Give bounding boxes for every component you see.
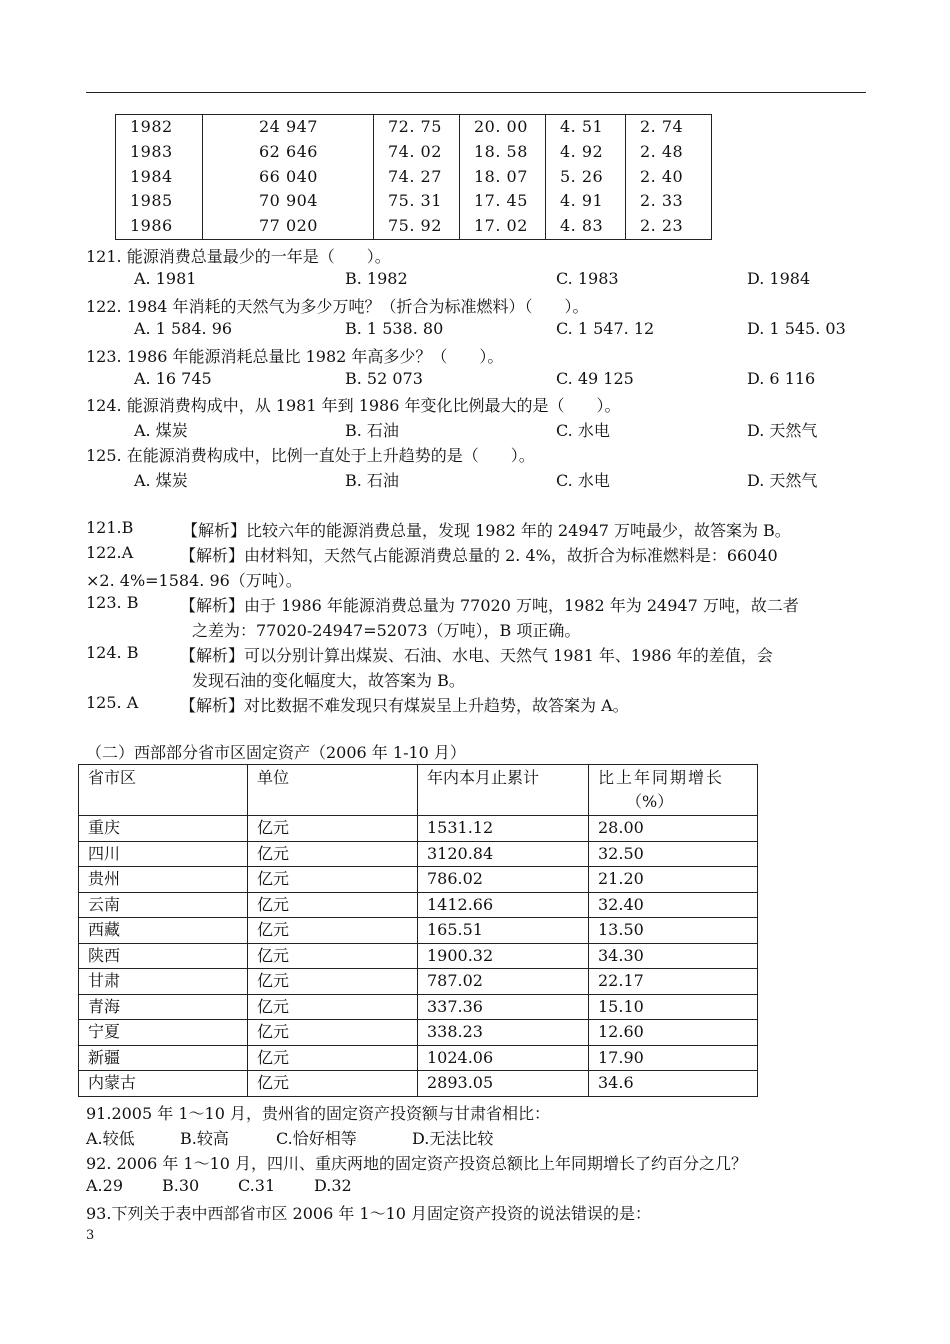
table-cell: 2. 48 bbox=[626, 140, 712, 165]
header-rule bbox=[86, 92, 866, 93]
table-cell: 1531.12 bbox=[418, 816, 589, 842]
table-cell: 1986 bbox=[116, 214, 203, 239]
answer-number: 122.A bbox=[86, 543, 134, 562]
table-cell: 5. 26 bbox=[546, 165, 626, 190]
table-cell: 重庆 bbox=[79, 816, 248, 842]
table-cell: 75. 31 bbox=[374, 189, 460, 214]
table-cell: 4. 91 bbox=[546, 189, 626, 214]
table-row bbox=[79, 943, 758, 969]
question-option: A. 16 745 bbox=[134, 368, 212, 388]
question-option: C. 1983 bbox=[556, 269, 619, 288]
option-b: B.较高 bbox=[180, 1129, 229, 1148]
table-cell: 24 947 bbox=[203, 115, 374, 140]
table-cell: 4. 92 bbox=[546, 140, 626, 165]
table-cell: 18. 07 bbox=[460, 165, 546, 190]
table-cell: 陕西 bbox=[79, 943, 248, 969]
table-cell: 1985 bbox=[116, 189, 203, 214]
table-cell: 15.10 bbox=[589, 994, 758, 1020]
table-cell: 亿元 bbox=[248, 1071, 418, 1097]
table-cell: 新疆 bbox=[79, 1045, 248, 1071]
table-cell: 亿元 bbox=[248, 918, 418, 944]
table-cell: 甘肃 bbox=[79, 969, 248, 995]
header-cumulative: 年内本月止累计 bbox=[418, 765, 589, 816]
question-option: C. 水电 bbox=[556, 421, 610, 441]
table-cell: 亿元 bbox=[248, 867, 418, 893]
table-cell: 内蒙古 bbox=[79, 1071, 248, 1097]
table-row bbox=[79, 867, 758, 893]
fixed-assets-table bbox=[78, 764, 758, 1097]
table-cell: 宁夏 bbox=[79, 1020, 248, 1046]
table-row bbox=[79, 994, 758, 1020]
table-cell: 28.00 bbox=[589, 816, 758, 842]
table-cell: 2. 74 bbox=[626, 115, 712, 140]
table-cell: 75. 92 bbox=[374, 214, 460, 239]
table-cell: 亿元 bbox=[248, 816, 418, 842]
table-cell: 70 904 bbox=[203, 189, 374, 214]
question-stem: 123. 1986 年能源消耗总量比 1982 年高多少？（ ）。 bbox=[86, 346, 504, 366]
table-cell: 34.6 bbox=[589, 1071, 758, 1097]
question-option: B. 石油 bbox=[345, 471, 399, 491]
table-cell: 亿元 bbox=[248, 943, 418, 969]
table-row bbox=[79, 841, 758, 867]
answer-explanation: 【解析】由于 1986 年能源消费总量为 77020 万吨，1982 年为 24947 万吨，故二者 bbox=[180, 596, 799, 615]
answer-number: 121.B bbox=[86, 518, 134, 537]
table-cell: 18. 58 bbox=[460, 140, 546, 165]
table-cell: 786.02 bbox=[418, 867, 589, 893]
question-option: B. 石油 bbox=[345, 421, 399, 441]
table-cell: 亿元 bbox=[248, 1020, 418, 1046]
question-option: A. 煤炭 bbox=[134, 471, 188, 491]
table-row bbox=[116, 189, 712, 214]
table-row bbox=[79, 969, 758, 995]
table-cell: 西藏 bbox=[79, 918, 248, 944]
table-row bbox=[79, 918, 758, 944]
table-cell: 17. 45 bbox=[460, 189, 546, 214]
answer-explanation: 之差为：77020-24947=52073（万吨），B 项正确。 bbox=[192, 621, 581, 640]
table-cell: 2893.05 bbox=[418, 1071, 589, 1097]
table-row bbox=[79, 1020, 758, 1046]
table-cell: 2. 23 bbox=[626, 214, 712, 239]
table-cell: 云南 bbox=[79, 892, 248, 918]
table-cell: 亿元 bbox=[248, 892, 418, 918]
table-cell: 1024.06 bbox=[418, 1045, 589, 1071]
header-growth bbox=[589, 765, 758, 816]
table-row bbox=[116, 140, 712, 165]
option-c: C.恰好相等 bbox=[276, 1129, 357, 1148]
question-option: D. 6 116 bbox=[747, 368, 816, 388]
table-cell: 32.40 bbox=[589, 892, 758, 918]
table-cell: 1983 bbox=[116, 140, 203, 165]
table-cell: 74. 27 bbox=[374, 165, 460, 190]
table-row bbox=[79, 1071, 758, 1097]
question-option: A. 1981 bbox=[134, 269, 197, 288]
option-d: D.32 bbox=[314, 1176, 352, 1195]
table-row bbox=[116, 214, 712, 239]
header-growth-unit: （%） bbox=[626, 792, 674, 811]
question-option: B. 1 538. 80 bbox=[345, 318, 444, 338]
table-cell: 21.20 bbox=[589, 867, 758, 893]
question-option: C. 49 125 bbox=[556, 368, 634, 388]
option-a: A.29 bbox=[86, 1176, 123, 1195]
answer-explanation: 【解析】可以分别计算出煤炭、石油、水电、天然气 1981 年、1986 年的差值，会 bbox=[180, 646, 773, 665]
question-option: B. 52 073 bbox=[345, 368, 423, 388]
table-cell: 1412.66 bbox=[418, 892, 589, 918]
header-unit: 单位 bbox=[248, 765, 418, 816]
answer-number: 124. B bbox=[86, 643, 139, 662]
table-cell: 22.17 bbox=[589, 969, 758, 995]
table-cell: 32.50 bbox=[589, 841, 758, 867]
answer-explanation: 【解析】对比数据不难发现只有煤炭呈上升趋势，故答案为 A。 bbox=[180, 696, 629, 715]
table-cell: 1984 bbox=[116, 165, 203, 190]
answer-explanation: 【解析】比较六年的能源消费总量，发现 1982 年的 24947 万吨最少，故答案为 B。 bbox=[182, 521, 791, 540]
table-cell: 74. 02 bbox=[374, 140, 460, 165]
question-stem: 125. 在能源消费构成中，比例一直处于上升趋势的是（ ）。 bbox=[86, 446, 535, 466]
table-cell: 34.30 bbox=[589, 943, 758, 969]
section2-title: （二）西部部分省市区固定资产（2006 年 1-10 月） bbox=[86, 743, 466, 762]
answer-number: 123. B bbox=[86, 593, 139, 612]
question-93: 93.下列关于表中西部省市区 2006 年 1～10 月固定资产投资的说法错误的是： bbox=[86, 1204, 652, 1223]
answer-explanation: ×2. 4%=1584. 96（万吨）。 bbox=[86, 571, 302, 590]
option-c: C.31 bbox=[238, 1176, 276, 1195]
option-d: D.无法比较 bbox=[412, 1129, 494, 1148]
table-cell: 17. 02 bbox=[460, 214, 546, 239]
table-row bbox=[79, 816, 758, 842]
table-header-row bbox=[79, 765, 758, 816]
answer-explanation: 发现石油的变化幅度大，故答案为 B。 bbox=[192, 671, 465, 690]
question-91: 91.2005 年 1～10 月，贵州省的固定资产投资额与甘肃省相比： bbox=[86, 1104, 550, 1123]
question-option: B. 1982 bbox=[345, 269, 408, 288]
header-growth-label: 比上年同期增长 bbox=[598, 768, 725, 787]
question-stem: 121. 能源消费总量最少的一年是（ ）。 bbox=[86, 247, 391, 266]
table-cell: 165.51 bbox=[418, 918, 589, 944]
question-stem: 122. 1984 年消耗的天然气为多少万吨？（折合为标准燃料）（ ）。 bbox=[86, 296, 589, 316]
table-cell: 77 020 bbox=[203, 214, 374, 239]
table-cell: 62 646 bbox=[203, 140, 374, 165]
table-cell: 贵州 bbox=[79, 867, 248, 893]
question-option: D. 天然气 bbox=[747, 421, 818, 441]
question-option: C. 水电 bbox=[556, 471, 610, 491]
table-cell: 4. 83 bbox=[546, 214, 626, 239]
energy-table bbox=[115, 114, 712, 240]
table-cell: 亿元 bbox=[248, 841, 418, 867]
table-cell: 4. 51 bbox=[546, 115, 626, 140]
option-b: B.30 bbox=[162, 1176, 200, 1195]
table-cell: 20. 00 bbox=[460, 115, 546, 140]
table-cell: 337.36 bbox=[418, 994, 589, 1020]
option-a: A.较低 bbox=[86, 1129, 135, 1148]
table-cell: 1900.32 bbox=[418, 943, 589, 969]
table-cell: 1982 bbox=[116, 115, 203, 140]
question-option: D. 1984 bbox=[747, 269, 811, 288]
question-option: C. 1 547. 12 bbox=[556, 318, 655, 338]
question-option: A. 1 584. 96 bbox=[134, 318, 233, 338]
table-cell: 338.23 bbox=[418, 1020, 589, 1046]
answer-number: 125. A bbox=[86, 693, 139, 712]
table-cell: 四川 bbox=[79, 841, 248, 867]
question-option: A. 煤炭 bbox=[134, 421, 188, 441]
table-cell: 787.02 bbox=[418, 969, 589, 995]
table-cell: 亿元 bbox=[248, 969, 418, 995]
question-option: D. 天然气 bbox=[747, 471, 818, 491]
question-92: 92. 2006 年 1～10 月，四川、重庆两地的固定资产投资总额比上年同期增长了约百分之几？ bbox=[86, 1154, 748, 1173]
page-number: 3 bbox=[86, 1228, 95, 1243]
table-row bbox=[79, 1045, 758, 1071]
table-cell: 13.50 bbox=[589, 918, 758, 944]
table-cell: 亿元 bbox=[248, 994, 418, 1020]
table-cell: 2. 40 bbox=[626, 165, 712, 190]
question-stem: 124. 能源消费构成中，从 1981 年到 1986 年变化比例最大的是（ ）。 bbox=[86, 396, 621, 416]
table-cell: 亿元 bbox=[248, 1045, 418, 1071]
table-cell: 2. 33 bbox=[626, 189, 712, 214]
table-row bbox=[116, 115, 712, 140]
table-cell: 66 040 bbox=[203, 165, 374, 190]
table-cell: 12.60 bbox=[589, 1020, 758, 1046]
table-row bbox=[79, 892, 758, 918]
table-cell: 72. 75 bbox=[374, 115, 460, 140]
table-row bbox=[116, 165, 712, 190]
table-cell: 3120.84 bbox=[418, 841, 589, 867]
answer-explanation: 【解析】由材料知，天然气占能源消费总量的 2. 4%，故折合为标准燃料是：66040 bbox=[180, 546, 778, 565]
table-cell: 17.90 bbox=[589, 1045, 758, 1071]
table-cell: 青海 bbox=[79, 994, 248, 1020]
header-province: 省市区 bbox=[79, 765, 248, 816]
question-option: D. 1 545. 03 bbox=[747, 318, 846, 338]
